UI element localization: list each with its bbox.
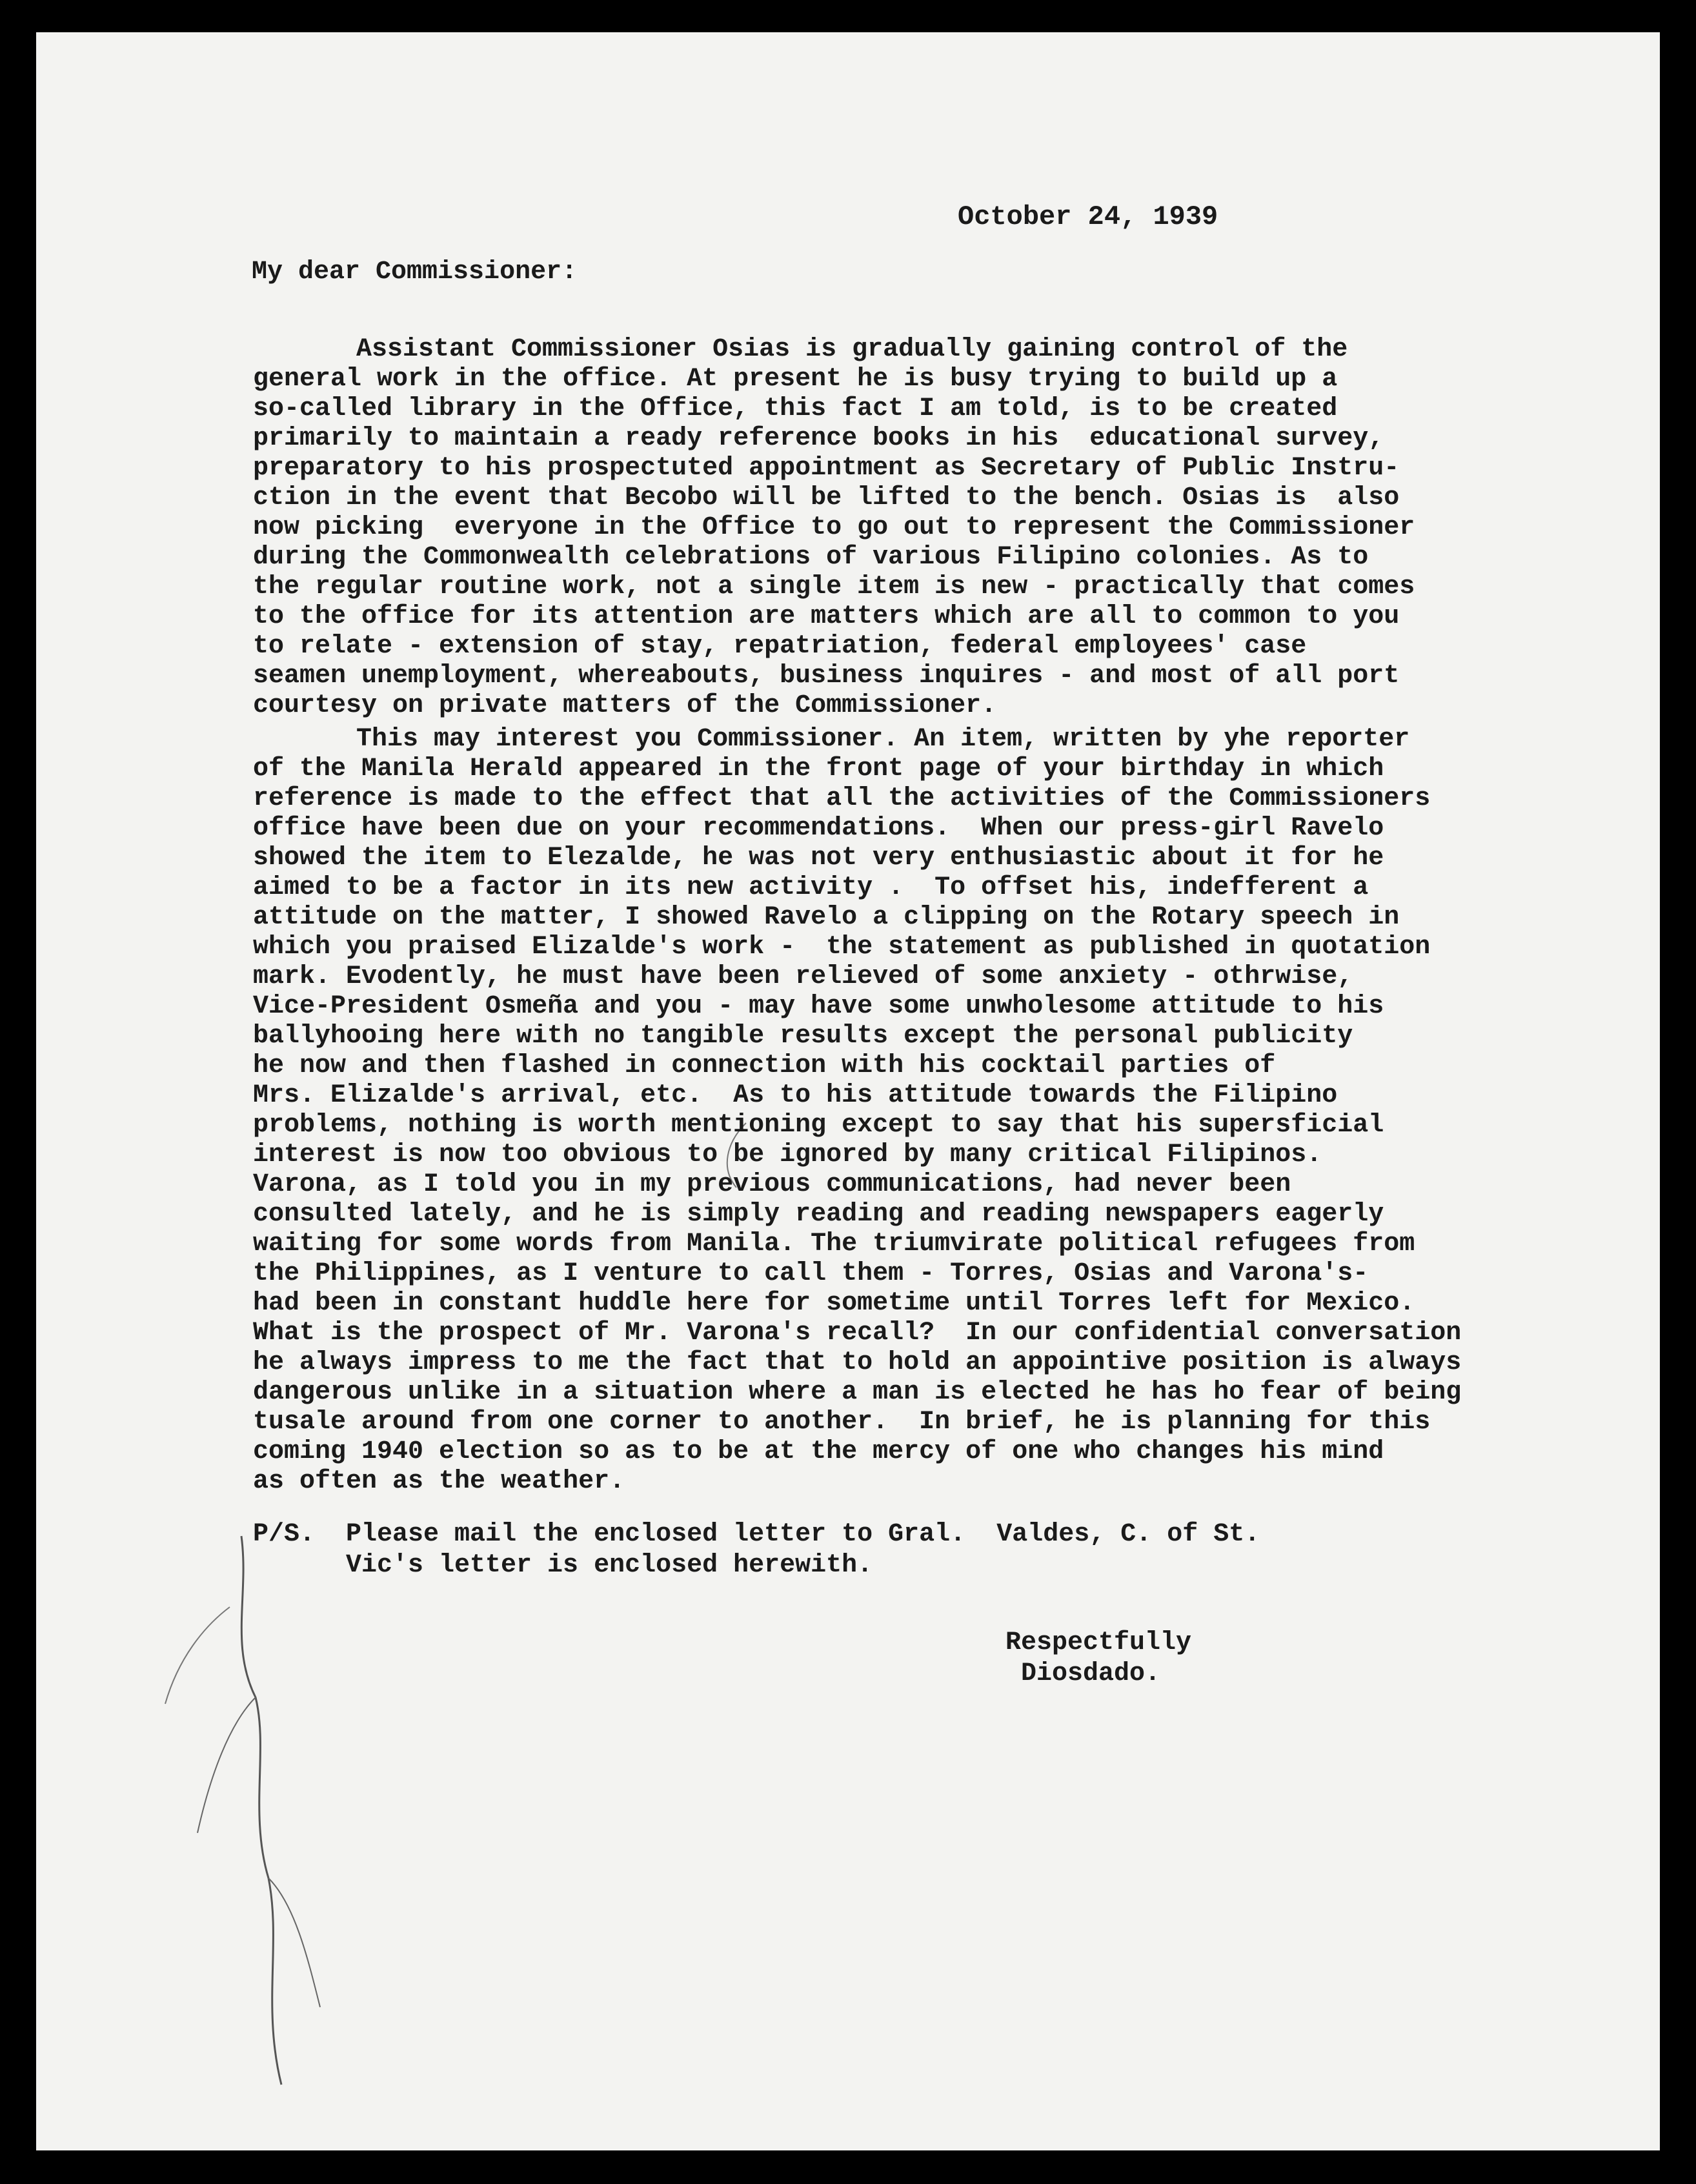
paragraph-line: so-called library in the Office, this fact I am told, is to be created [253,394,1338,423]
paragraph-line: to the office for its attention are matters which are all to common to you [253,602,1400,631]
paragraph-line: dangerous unlike in a situation where a man is elected he has ho fear of being [253,1378,1462,1407]
paragraph-line: ction in the event that Becobo will be lifted to the bench. Osias is also [253,483,1400,512]
paragraph-line: general work in the office. At present he is busy trying to build up a [253,365,1338,394]
paragraph-line: showed the item to Elezalde, he was not very enthusiastic about it for he [253,844,1384,873]
paragraph-line: preparatory to his prospectuted appointment as Secretary of Public Instru- [253,454,1400,483]
paragraph-line: to relate - extension of stay, repatriation, federal employees' case [253,632,1307,661]
letter-date: October 24, 1939 [958,201,1218,232]
paragraph-line: Varona, as I told you in my previous communications, had never been [253,1170,1291,1199]
paragraph-line: coming 1940 election so as to be at the mercy of one who changes his mind [253,1437,1384,1466]
salutation: My dear Commissioner: [252,258,578,287]
paragraph-line: he now and then flashed in connection with his cocktail parties of [253,1051,1276,1080]
letter-page [36,32,1660,2150]
paragraph-line: of the Manila Herald appeared in the front page of your birthday in which [253,754,1384,784]
paragraph-line: mark. Evodently, he must have been relieved of some anxiety - othrwise, [253,962,1353,991]
paragraph-line: during the Commonwealth celebrations of various Filipino colonies. As to [253,543,1369,572]
paragraph-line: primarily to maintain a ready reference books in his educational survey, [253,424,1384,453]
paragraph-line: Vice-President Osmeña and you - may have some unwholesome attitude to his [253,992,1384,1021]
paragraph-line: had been in constant huddle here for sometime until Torres left for Mexico. [253,1289,1415,1318]
paragraph-line: the regular routine work, not a single item is new - practically that comes [253,572,1415,602]
closing: Respectfully [1005,1628,1192,1657]
paragraph-line: attitude on the matter, I showed Ravelo a clipping on the Rotary speech in [253,903,1400,932]
paragraph-line: Mrs. Elizalde's arrival, etc. As to his attitude towards the Filipino [253,1081,1338,1110]
signature: Diosdado. [1021,1659,1161,1688]
paragraph-line: as often as the weather. [253,1467,625,1496]
paragraph-line: the Philippines, as I venture to call them - Torres, Osias and Varona's- [253,1259,1369,1288]
paragraph-line: interest is now too obvious to be ignored by many critical Filipinos. [253,1140,1322,1169]
paragraph-line: This may interest you Commissioner. An item, written by yhe reporter [356,725,1410,754]
paragraph-line: consulted lately, and he is simply reading and reading newspapers eagerly [253,1200,1384,1229]
paragraph-line: waiting for some words from Manila. The triumvirate political refugees from [253,1229,1415,1259]
paragraph-line: What is the prospect of Mr. Varona's recall? In our confidential conversation [253,1319,1462,1348]
paragraph-line: he always impress to me the fact that to hold an appointive position is always [253,1348,1462,1377]
paragraph-line: reference is made to the effect that all the activities of the Commissioners [253,784,1431,813]
paragraph-line: which you praised Elizalde's work - the statement as published in quotation [253,933,1431,962]
paragraph-line: now picking everyone in the Office to go out to represent the Commissioner [253,513,1415,542]
paragraph-line: Assistant Commissioner Osias is gradually gaining control of the [356,335,1348,364]
paragraph-line: seamen unemployment, whereabouts, business inquires - and most of all port [253,662,1400,691]
postscript-line: Vic's letter is enclosed herewith. [346,1551,873,1580]
paragraph-line: office have been due on your recommendations. When our press-girl Ravelo [253,814,1384,843]
paragraph-line: ballyhooing here with no tangible results except the personal publicity [253,1022,1353,1051]
paragraph-line: tusale around from one corner to another. In brief, he is planning for this [253,1408,1431,1437]
paragraph-line: aimed to be a factor in its new activity . To offset his, indefferent a [253,873,1369,902]
postscript-line: P/S. Please mail the enclosed letter to Gral. Valdes, C. of St. [253,1520,1260,1549]
paragraph-line: problems, nothing is worth mentioning except to say that his supersficial [253,1111,1384,1140]
paragraph-line: courtesy on private matters of the Commissioner. [253,691,997,720]
